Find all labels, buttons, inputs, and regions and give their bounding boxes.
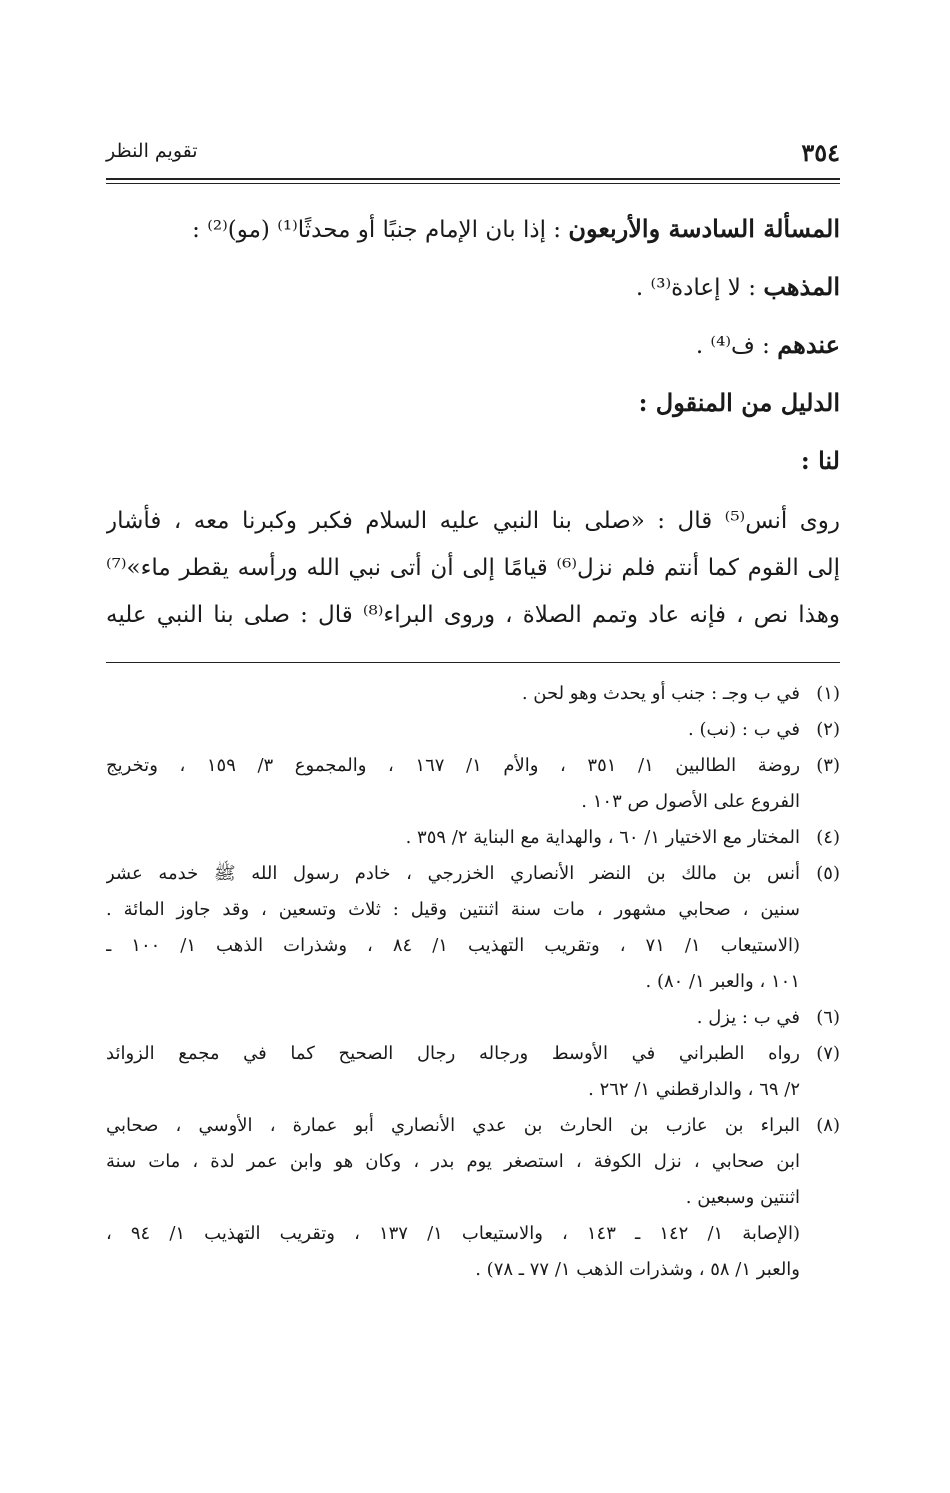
- madhab-text: : لا إعادة⁽³⁾ .: [635, 275, 756, 301]
- footnote: [106, 748, 840, 820]
- footnote-number: (٥): [816, 863, 840, 884]
- footnote: [106, 820, 840, 856]
- madhab-line: [106, 258, 840, 316]
- running-header: [106, 138, 840, 174]
- footnote-line: (الإصابة ١/ ١٤٢ ـ ١٤٣ ، والاستيعاب ١/ ١٣٧ ، وتقريب التهذيب ١/ ٩٤ ،: [106, 1223, 800, 1244]
- footnote-line: (الاستيعاب ١/ ٧١ ، وتقريب التهذيب ١/ ٨٤ ، وشذرات الذهب ١/ ١٠٠ ـ: [106, 935, 800, 956]
- footnotes: [106, 676, 840, 1288]
- indahum-text: : ف⁽⁴⁾ .: [695, 333, 770, 359]
- footnote: [106, 1108, 840, 1288]
- footnote-number: (٦): [816, 1007, 840, 1028]
- issue-text: : إذا بان الإمام جنبًا أو محدثًا⁽¹⁾ (مو)⁽²⁾ :: [192, 217, 562, 243]
- footnote-line: روضة الطالبين ١/ ٣٥١ ، والأم ١/ ١٦٧ ، والمجموع ٣/ ١٥٩ ، وتخريج: [106, 755, 800, 776]
- paragraph-line: وهذا نص ، فإنه عاد وتمم الصلاة ، وروى البراء⁽⁸⁾ قال : صلى بنا النبي عليه: [106, 602, 840, 628]
- issue-label: المسألة السادسة والأربعون: [568, 214, 840, 243]
- paragraph-line: روى أنس⁽⁵⁾ قال : «صلى بنا النبي عليه السلام فكبر وكبرنا معه ، فأشار: [106, 508, 840, 534]
- footnote-number: (١): [816, 683, 840, 704]
- footnote-line: البراء بن عازب بن الحارث بن عدي الأنصاري أبو عمارة ، الأوسي ، صحابي: [106, 1115, 800, 1136]
- paragraph-line: إلى القوم كما أنتم فلم نزل⁽⁶⁾ قيامًا إلى أن أتى نبي الله ورأسه يقطر ماء»⁽⁷⁾: [106, 555, 840, 581]
- indahum-line: [106, 316, 840, 374]
- footnote-number: (٧): [816, 1043, 840, 1064]
- footnote-number: (٣): [816, 755, 840, 776]
- footnote-line: ٢/ ٦٩ ، والدارقطني ١/ ٢٦٢ .: [588, 1079, 800, 1100]
- footnote: [106, 712, 840, 748]
- footnote: [106, 1036, 840, 1108]
- page-number: ٣٥٤: [801, 138, 840, 167]
- footnote: [106, 856, 840, 1000]
- dalil-heading: الدليل من المنقول :: [638, 388, 840, 417]
- footnote-line: الفروع على الأصول ص ١٠٣ .: [581, 791, 800, 812]
- issue-line: [106, 200, 840, 258]
- footnote-line: ابن صحابي ، نزل الكوفة ، استصغر يوم بدر ، وكان هو وابن عمر لدة ، مات سنة: [106, 1151, 800, 1172]
- footnote-line: في ب : (نب) .: [688, 719, 800, 740]
- lana-heading: لنا :: [800, 446, 840, 475]
- body-paragraph: [106, 498, 840, 639]
- footnote-line: والعبر ١/ ٥٨ ، وشذرات الذهب ١/ ٧٧ ـ ٧٨) .: [475, 1259, 800, 1280]
- footnote-rule: [106, 662, 840, 663]
- main-text: [106, 200, 840, 639]
- footnote-number: (٤): [816, 827, 840, 848]
- footnote-line: في ب وجـ : جنب أو يحدث وهو لحن .: [521, 683, 800, 704]
- footnote-line: سنين ، صحابي مشهور ، مات سنة اثنتين وقيل : ثلاث وتسعين ، وقد جاوز المائة .: [106, 899, 800, 920]
- running-title: تقويم النظر: [106, 140, 198, 162]
- footnote-number: (٢): [816, 719, 840, 740]
- footnote: [106, 676, 840, 712]
- footnote-line: أنس بن مالك بن النضر الأنصاري الخزرجي ، خادم رسول الله ﷺ خدمه عشر: [106, 863, 800, 884]
- footnote-line: رواه الطبراني في الأوسط ورجاله رجال الصحيح كما في مجمع الزوائد: [106, 1043, 800, 1064]
- footnote-line: اثنتين وسبعين .: [685, 1187, 800, 1208]
- footnote-line: ١٠١ ، والعبر ١/ ٨٠) .: [645, 971, 800, 992]
- madhab-label: المذهب: [763, 272, 840, 301]
- footnote-line: المختار مع الاختيار ١/ ٦٠ ، والهداية مع البناية ٢/ ٣٥٩ .: [405, 827, 800, 848]
- indahum-label: عندهم: [777, 330, 840, 359]
- header-rule: [106, 178, 840, 184]
- footnote: [106, 1000, 840, 1036]
- footnote-number: (٨): [816, 1115, 840, 1136]
- footnote-line: في ب : يزل .: [696, 1007, 800, 1028]
